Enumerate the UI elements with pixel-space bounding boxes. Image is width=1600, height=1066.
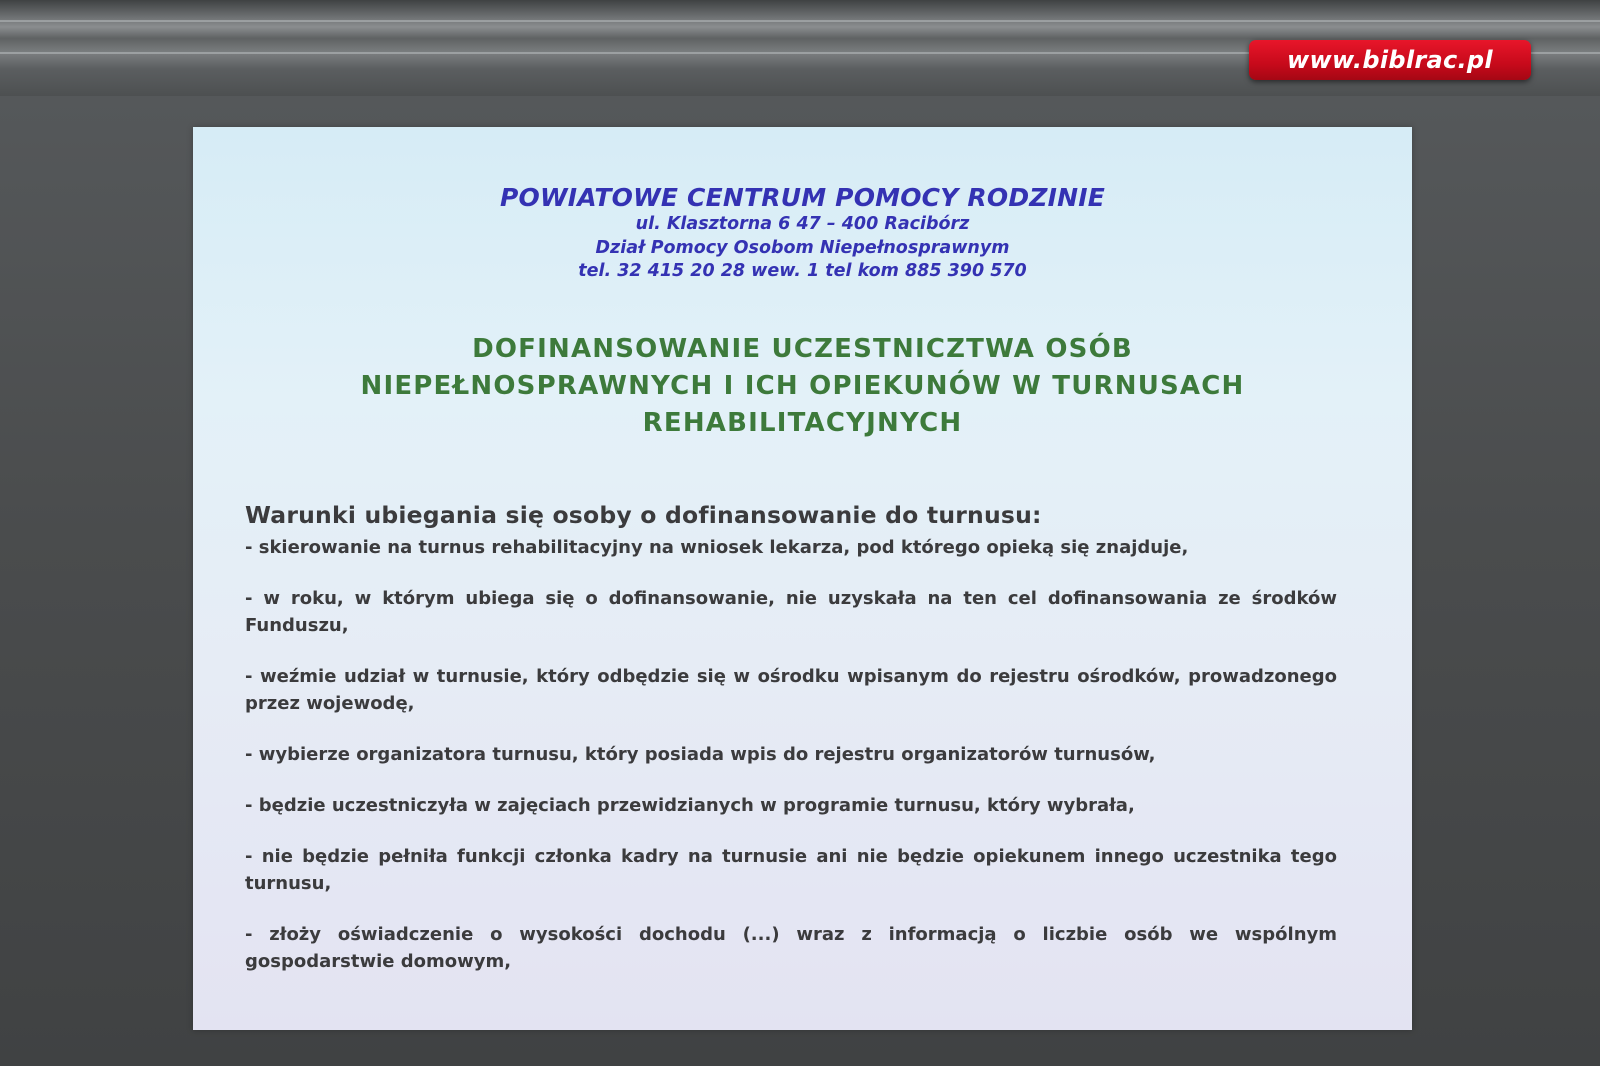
condition-item: - skierowanie na turnus rehabilitacyjny na wniosek lekarza, pod którego opieką się znajduje, (245, 537, 1189, 558)
condition-item: - wybierze organizatora turnusu, który posiada wpis do rejestru organizatorów turnusów, (245, 744, 1156, 765)
rail-highlight (0, 20, 1600, 22)
conditions-section (245, 500, 1337, 975)
organization-department: Dział Pomocy Osobom Niepełnosprawnym (595, 237, 1010, 258)
condition-item: - nie będzie pełniła funkcji członka kadry na turnusie ani nie będzie opiekunem innego uczestnika tego turnusu, (245, 846, 1337, 894)
slide-title (193, 331, 1412, 442)
condition-item: - będzie uczestniczyła w zajęciach przewidzianych w programie turnusu, który wybrała, (245, 795, 1135, 816)
organization-name: POWIATOWE CENTRUM POMOCY RODZINIE (499, 183, 1106, 212)
organization-address: ul. Klasztorna 6 47 – 400 Racibórz (635, 214, 970, 234)
organization-phone: tel. 32 415 20 28 wew. 1 tel kom 885 390 570 (578, 261, 1027, 281)
condition-item: - weźmie udział w turnusie, który odbędzie się w ośrodku wpisanym do rejestru ośrodków, prowadzonego przez wojewodę, (245, 666, 1337, 714)
slide-header (193, 183, 1412, 284)
condition-item: - w roku, w którym ubiega się o dofinansowanie, nie uzyskała na ten cel dofinansowania ze środków Funduszu, (245, 588, 1337, 636)
condition-item: - złoży oświadczenie o wysokości dochodu (...) wraz z informacją o liczbie osób we wspólnym gospodarstwie domowym, (245, 924, 1337, 972)
projected-slide (193, 127, 1412, 1030)
watermark-badge: www.biblrac.pl (1249, 40, 1531, 80)
conditions-intro: Warunki ubiegania się osoby o dofinansowanie do turnusu: (245, 501, 1042, 529)
title-line: REHABILITACYJNYCH (642, 408, 963, 438)
title-line: DOFINANSOWANIE UCZESTNICZTWA OSÓB (472, 334, 1133, 364)
title-line: NIEPEŁNOSPRAWNYCH I ICH OPIEKUNÓW W TURNUSACH (360, 371, 1245, 401)
